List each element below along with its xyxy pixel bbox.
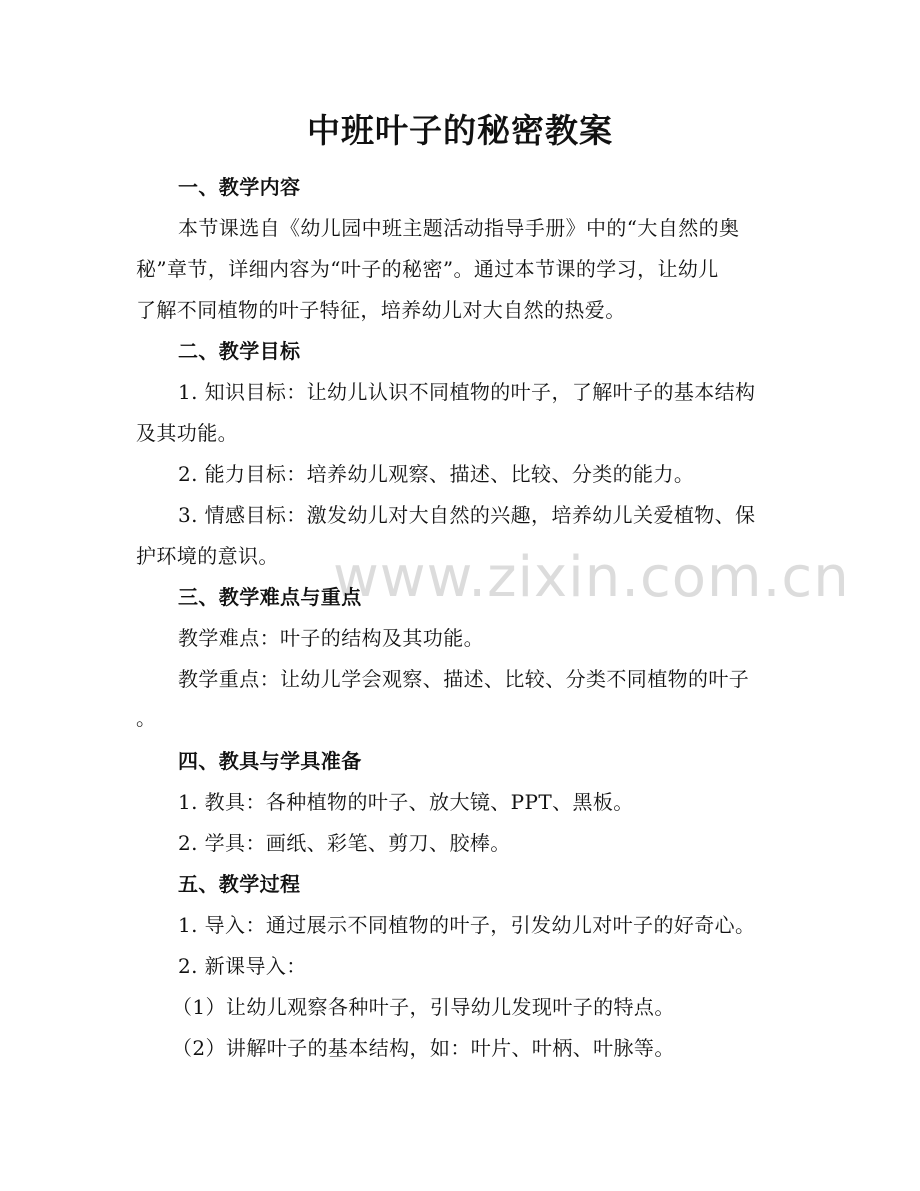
list-item: 2. 新课导入： [178, 954, 307, 978]
list-item: 1. 教具：各种植物的叶子、放大镜、PPT、黑板。 [178, 790, 634, 814]
section-heading-objectives: 二、教学目标 [178, 339, 301, 363]
section-heading-process: 五、教学过程 [178, 872, 301, 896]
section-heading-materials: 四、教具与学具准备 [178, 749, 362, 773]
paragraph-line: 教学重点：让幼儿学会观察、描述、比较、分类不同植物的叶子 [178, 667, 750, 691]
list-item: 1. 知识目标：让幼儿认识不同植物的叶子，了解叶子的基本结构 [178, 380, 756, 404]
paragraph-line-continuation: 。 [136, 706, 157, 730]
sub-list-item: （2）讲解叶子的基本结构，如：叶片、叶柄、叶脉等。 [172, 1036, 675, 1060]
paragraph-line: 秘”章节，详细内容为“叶子的秘密”。通过本节课的学习，让幼儿 [136, 257, 719, 281]
list-item: 1. 导入：通过展示不同植物的叶子，引发幼儿对叶子的好奇心。 [178, 913, 756, 937]
paragraph-line: 教学难点：叶子的结构及其功能。 [178, 626, 484, 650]
paragraph-line: 本节课选自《幼儿园中班主题活动指导手册》中的“大自然的奥 [178, 216, 740, 240]
list-item: 2. 学具：画纸、彩笔、剪刀、胶棒。 [178, 831, 511, 855]
list-item: 3. 情感目标：激发幼儿对大自然的兴趣，培养幼儿关爱植物、保 [178, 503, 756, 527]
watermark: www.zixin.com.cn [333, 545, 850, 610]
list-item-continuation: 及其功能。 [136, 421, 238, 445]
list-item-continuation: 护环境的意识。 [136, 544, 279, 568]
section-heading-difficulties: 三、教学难点与重点 [178, 585, 362, 609]
sub-list-item: （1）让幼儿观察各种叶子，引导幼儿发现叶子的特点。 [172, 995, 675, 1019]
list-item: 2. 能力目标：培养幼儿观察、描述、比较、分类的能力。 [178, 462, 695, 486]
paragraph-line: 了解不同植物的叶子特征，培养幼儿对大自然的热爱。 [136, 298, 626, 322]
section-heading-content: 一、教学内容 [178, 175, 301, 199]
page-title: 中班叶子的秘密教案 [307, 111, 613, 150]
